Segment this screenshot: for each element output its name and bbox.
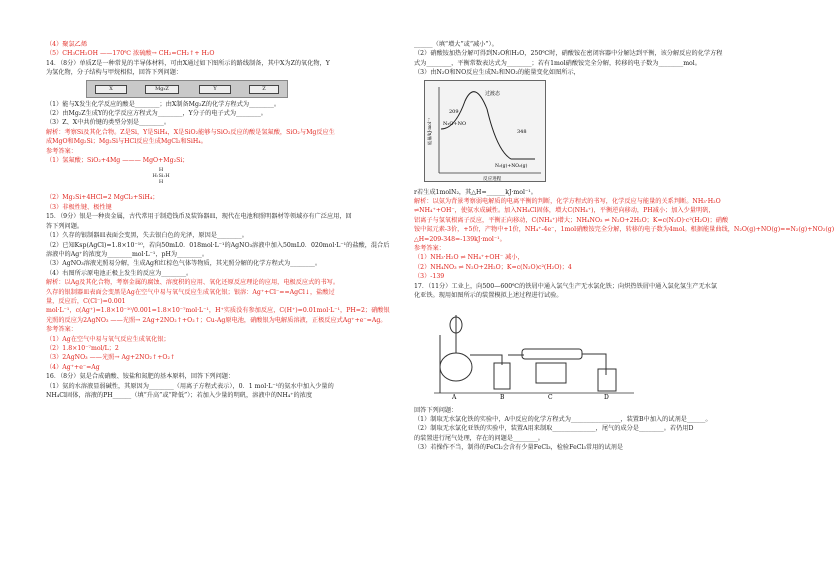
flow-node-z: Z	[249, 85, 279, 94]
text-line: 解析：以氨为背景考察弱电解质的电离平衡的判断，化学方程式的书写，化学反应与能量的关系判断。NH₃·H₂O	[414, 198, 721, 206]
text-line: （2）已知Ksp(AgCl)=1.8×10⁻¹⁰，若向50mL0．018mol·L⁻¹的AgNO₃溶液中加入50mL0．020mol·L⁻¹的盐酸，混合后	[46, 241, 390, 249]
text-line: 铵中氮元素-3价，+5价，产物中+1价，NH₄⁺-4e⁻，1mol硝酸铵完全分解，转移的电子数为4mol。根据能量曲线，N₂O(g)+NO(g)==N₂(g)+NO₂(g)	[414, 226, 834, 234]
struct-bottom: H	[158, 179, 164, 186]
text-line: （1）氢氟酸；SiO₂+4Mg ——— MgO+Mg₂Si；	[46, 157, 189, 165]
text-line: （1）NH₃·H₂O ⇌ NH₄⁺+OH⁻ 减小，	[414, 254, 524, 262]
text-line: 化亚铁。现用如图所示的装置模拟上述过程进行试验。	[414, 292, 563, 300]
text-line: （4）Ag⁺+e⁻=Ag	[46, 363, 100, 371]
text-line: 量，反应后，C(Cl⁻)=0.001	[46, 297, 126, 305]
text-line: （2）1.8×10⁻⁷mol/L；2	[46, 344, 119, 352]
text-line: 16．（8分）氨是合成硝酸、铵盐和氮肥的基本原料，回答下列问题：	[46, 373, 235, 381]
app-label-a: A	[452, 393, 457, 401]
text-line: （4）聚氯乙烯	[46, 41, 88, 48]
text-line: 解析：以Ag及其化合物，考察金属的腐蚀、溶度积的应用、氧化还原反应理论的应用，电极反应式的书写。	[46, 279, 340, 287]
right-column	[414, 40, 834, 453]
text-line: ______（填“增大”或“减小”）。	[414, 41, 498, 48]
text-line: r若生成1molN₂，其△H=______kJ·mol⁻¹。	[414, 188, 537, 196]
apparatus-diagram	[424, 305, 644, 400]
text-line: （3）若操作不当，制得的FeCl₂会含有少量FeCl₃，检验FeCl₃常用的试剂是	[414, 444, 624, 452]
left-text-block-2	[46, 100, 384, 166]
text-line: （2）制取无水氯化亚铁的实验中，装置A用来制取______________，尾气的成分是________。若仍用D	[414, 425, 694, 433]
left-text-block-3	[46, 193, 390, 400]
text-line: （5）CH₃CH₂OH ——170℃ 浓硫酸→ CH₂=CH₂↑+ H₂O	[46, 50, 215, 58]
text-line: （3）Z、X中共价键的类型分别是________。	[46, 119, 171, 127]
text-line: 成MgO和Mg₂Si；Mg₂Si与HCl反应生成MgCl₂和SiH₄。	[46, 138, 207, 146]
text-line: （3）由N₂O和NO反应生成N₂和NO₂的能量变化如图所示，	[414, 69, 580, 77]
text-line: 溶液中的Ag⁺的浓度为________mol·L⁻¹，pH为________。	[46, 250, 209, 258]
text-line: 回答下列问题：	[414, 406, 458, 414]
struct-top: H	[158, 167, 164, 174]
flow-node-y: Y	[199, 85, 231, 94]
app-label-d: D	[604, 393, 609, 401]
text-line: （3）-139	[414, 273, 445, 281]
text-line: （3）2AgNO₃ ——光照→ Ag+2NO₂↑+O₂↑	[46, 354, 176, 362]
text-line: 参考答案：	[46, 326, 77, 334]
right-text-block-2	[414, 188, 834, 301]
text-line: 15．（9分）银是一种贵金属，古代常用于制造钱币及装饰器皿，现代在电池和照明器材等领域亦有广泛应用，回	[46, 213, 352, 221]
left-text-block-1	[46, 40, 384, 78]
left-column	[46, 40, 390, 400]
electron-structure	[146, 167, 176, 191]
text-line: （1）久存的银制器皿表面会变黑，失去银白色的光泽，原因是________。	[46, 232, 248, 240]
app-label-b: B	[500, 393, 505, 401]
text-line: （3）非极性键、极性键	[46, 203, 112, 211]
struct-mid: H:Si:H	[152, 173, 170, 180]
graph-label-val2: 348	[517, 128, 527, 135]
text-line: 14．（8分）单质Z是一种常见的半导体材料，可由X通过如下图所示的路线制备，其中X为Z的氧化物，Y	[46, 59, 330, 67]
graph-xlabel: 反应进程	[483, 176, 502, 182]
text-line: 久存的银制器皿表面会变黑是Ag在空气中易与氧气反应生成氧化银；银溶：Ag⁺+Cl⁻==AgCl↓，盐酸过	[46, 288, 335, 296]
text-line: （3）AgNO₃溶液光照易分解，生成Ag和红棕色气体等物质，其光照分解的化学方程式为________。	[46, 260, 322, 268]
graph-label-path: 过渡态	[485, 90, 501, 97]
text-line: NH₄Cl固体，溶液的PH______（填“升高”或“降低”）；若加入少量的明矾，溶液中的NH₄⁺的浓度	[46, 392, 313, 399]
energy-diagram	[424, 80, 546, 182]
text-line: （2）由Mg₂Z生成Y的化学反应方程式为________，Y分子的电子式为________。	[46, 110, 267, 118]
right-text-block-1	[414, 40, 759, 78]
text-line: （2）硝酸铵加热分解可得到N₂O和H₂O，250℃时，硝酸铵在密闭容器中分解达到平衡，该分解反应的化学方程	[414, 50, 723, 58]
flow-node-x: X	[95, 85, 127, 94]
text-line: 参考答案：	[46, 147, 77, 155]
text-line: 光照的反应为2AgNO₃ ——光照→ 2Ag+2NO₂↑+O₂↑；Cu-Ag原电池，硝酸银为电解质溶液，正极反应式Ag⁺+e⁻=Ag。	[46, 316, 387, 324]
text-line: mol·L⁻¹，c(Ag⁺)=1.8×10⁻¹⁰/0.001=1.8×10⁻⁷mol·L⁻¹，H⁺实质没有参加反应，C(H⁺)=0.01mol·L⁻¹，PH=2；硝酸银	[46, 307, 390, 315]
reaction-flow-diagram	[86, 80, 288, 98]
text-line: （1）氨的水溶液显弱碱性，其原因为________（用离子方程式表示），0．1 mol·L⁻¹的氨水中加入少量的	[46, 382, 334, 390]
text-line: 17．（11分）工业上，向500—600℃的铁屑中通入氯气生产无水氯化铁；向炽热铁屑中通入氯化氢生产无水氯	[414, 282, 718, 290]
app-label-c: C	[548, 393, 553, 401]
graph-label-top: N₂O+NO	[443, 120, 467, 127]
text-line: （2）NH₄NO₃ ⇌ N₂O+2H₂O；K=c(N₂O)c²(H₂O)；4	[414, 263, 572, 271]
text-line: 解析：考察Si及其化合物。Z是Si，Y是SiH₄，X是SiO₂能够与SiO₂反应的酸是氢氟酸，SiO₂与Mg反应生	[46, 128, 335, 136]
right-text-block-3	[414, 406, 759, 453]
text-line: （2）Mg₂Si+4HCl=2 MgCl₂+SiH₄；	[46, 194, 159, 202]
text-line: ⇌NH₄⁺+OH⁻，使氨水成碱性。加入NH₄Cl固体，增大C(NH₄⁺)，平衡逆向移动，PH减小；加入少量明矾，	[414, 207, 715, 215]
text-line: （1）能与X发生化学反应的酸是________；由X制备Mg₂Z的化学方程式为________。	[46, 100, 281, 108]
text-line: （1）Ag在空气中易与氧气反应生成氧化银；	[46, 335, 170, 343]
text-line: 为氢化物，分子结构与甲烷相似，回答下列问题：	[46, 69, 183, 77]
graph-ylabel: 能量/kJ·mol⁻¹	[427, 117, 432, 145]
text-line: 参考答案：	[414, 245, 445, 253]
text-line: 的装置进行尾气处理，存在的问题是________。	[414, 434, 544, 442]
flow-node-mg2z: Mg₂Z	[145, 85, 179, 94]
text-line: 式为________，平衡常数表达式为________；若有1mol硝酸铵完全分解，转移的电子数为________mol。	[414, 59, 701, 67]
text-line: △H=209-348=-139kJ·mol⁻¹。	[414, 235, 506, 243]
text-line: （4）右图所示原电池正极上发生的反应为________。	[46, 269, 193, 277]
text-line: （1）制取无水氯化铁的实验中，A中反应的化学方程式为________________，装置B中加入的试剂是______。	[414, 415, 712, 423]
text-line: 铝离子与氢氧根离子反应，平衡正向移动，C(NH₄⁺)增大；NH₄NO₃ ⇌ N₂O+2H₂O；K=c(N₂O)·c²(H₂O)；硝酸	[414, 216, 729, 224]
graph-label-val1: 209	[449, 108, 459, 115]
graph-label-bottom: N₂(g)+NO₂(g)	[495, 163, 528, 169]
text-line: 答下列问题。	[46, 222, 84, 230]
